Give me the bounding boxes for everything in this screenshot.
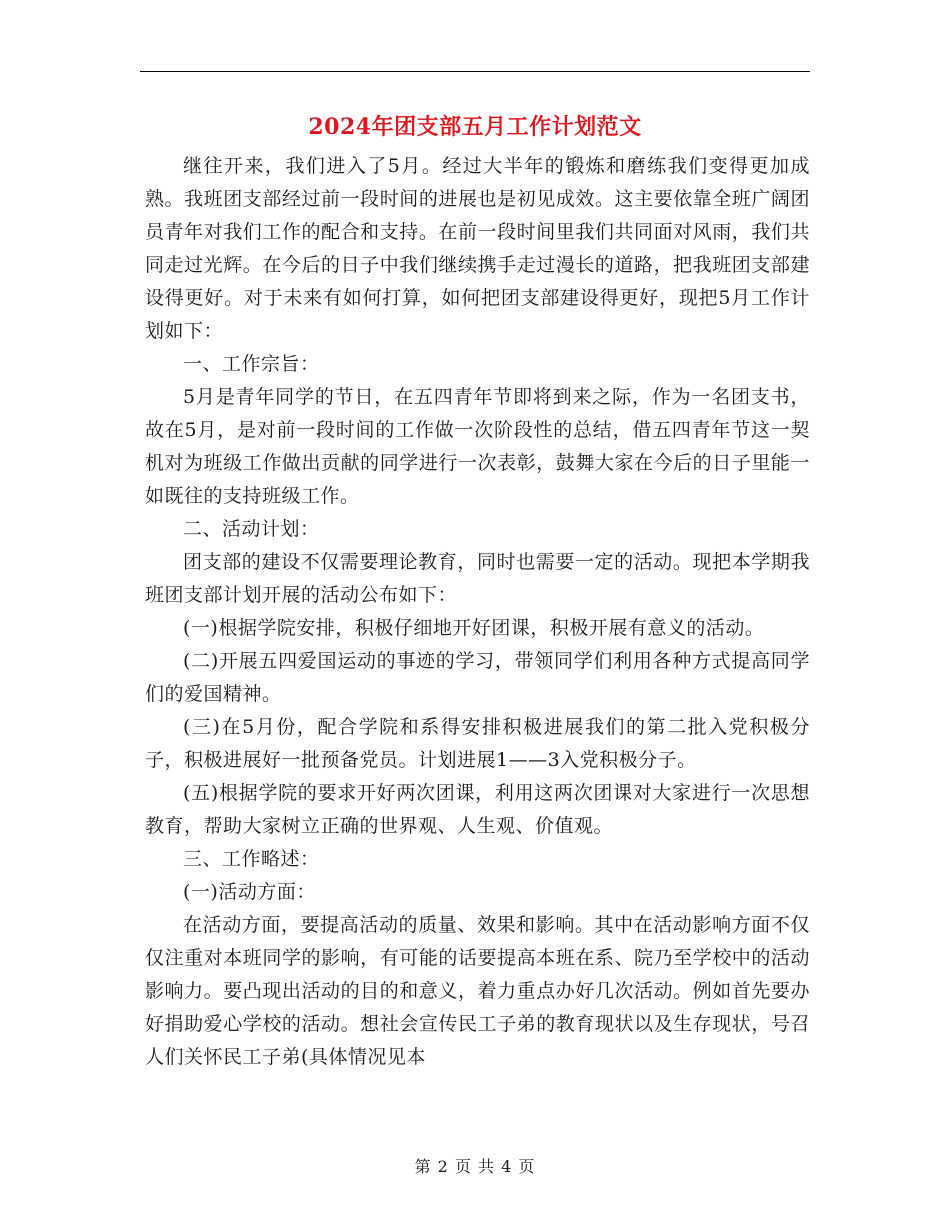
subheading-activities: (一)活动方面： — [183, 881, 316, 903]
list-item-1: (一)根据学院安排，积极仔细地开好团课，积极开展有意义的活动。 — [183, 617, 765, 639]
list-item-5: (五)根据学院的要求开好两次团课，利用这两次团课对大家进行一次思想教育，帮助大家树立正确的世界观、人生观、价值观。 — [145, 782, 810, 837]
heading-activity-plan: 二、活动计划： — [183, 518, 320, 540]
list-item-2: (二)开展五四爱国运动的事迹的学习，带领同学们利用各种方式提高同学们的爱国精神。 — [145, 650, 810, 705]
paragraph-intro: 继往开来，我们进入了5月。经过大半年的锻炼和磨练我们变得更加成熟。我班团支部经过前一段时间的进展也是初见成效。这主要依靠全班广阔团员青年对我们工作的配合和支持。在前一段时间里我们共同面对风雨，我们共同走过光辉。在今后的日子中我们继续携手走过漫长的道路，把我班团支部建设得更好。对于未来有如何打算，如何把团支部建设得更好，现把5月工作计划如下： — [145, 155, 810, 342]
paragraph-work-purpose: 5月是青年同学的节日，在五四青年节即将到来之际，作为一名团支书，故在5月，是对前一段时间的工作做一次阶段性的总结，借五四青年节这一契机对为班级工作做出贡献的同学进行一次表彰，鼓舞大家在今后的日子里能一如既往的支持班级工作。 — [145, 386, 810, 507]
header-rule — [140, 71, 810, 72]
paragraph-activity-plan: 团支部的建设不仅需要理论教育，同时也需要一定的活动。现把本学期我班团支部计划开展的活动公布如下： — [145, 551, 810, 606]
paragraph-activities: 在活动方面，要提高活动的质量、效果和影响。其中在活动影响方面不仅仅注重对本班同学的影响，有可能的话要提高本班在系、院乃至学校中的活动影响力。要凸现出活动的目的和意义，着力重点办好几次活动。例如首先要办好捐助爱心学校的活动。想社会宣传民工子弟的教育现状以及生存现状，号召人们关怀民工子弟(具体情况见本 — [145, 914, 810, 1068]
list-item-3: (三)在5月份，配合学院和系得安排积极进展我们的第二批入党积极分子，积极进展好一批预备党员。计划进展1——3入党积极分子。 — [145, 716, 810, 771]
page-number-footer: 第 2 页 共 4 页 — [414, 1157, 536, 1176]
heading-work-purpose: 一、工作宗旨： — [183, 353, 320, 375]
document-body — [145, 150, 810, 1074]
heading-work-summary: 三、工作略述： — [183, 848, 320, 870]
page-title: 2024年团支部五月工作计划范文 — [308, 114, 642, 140]
